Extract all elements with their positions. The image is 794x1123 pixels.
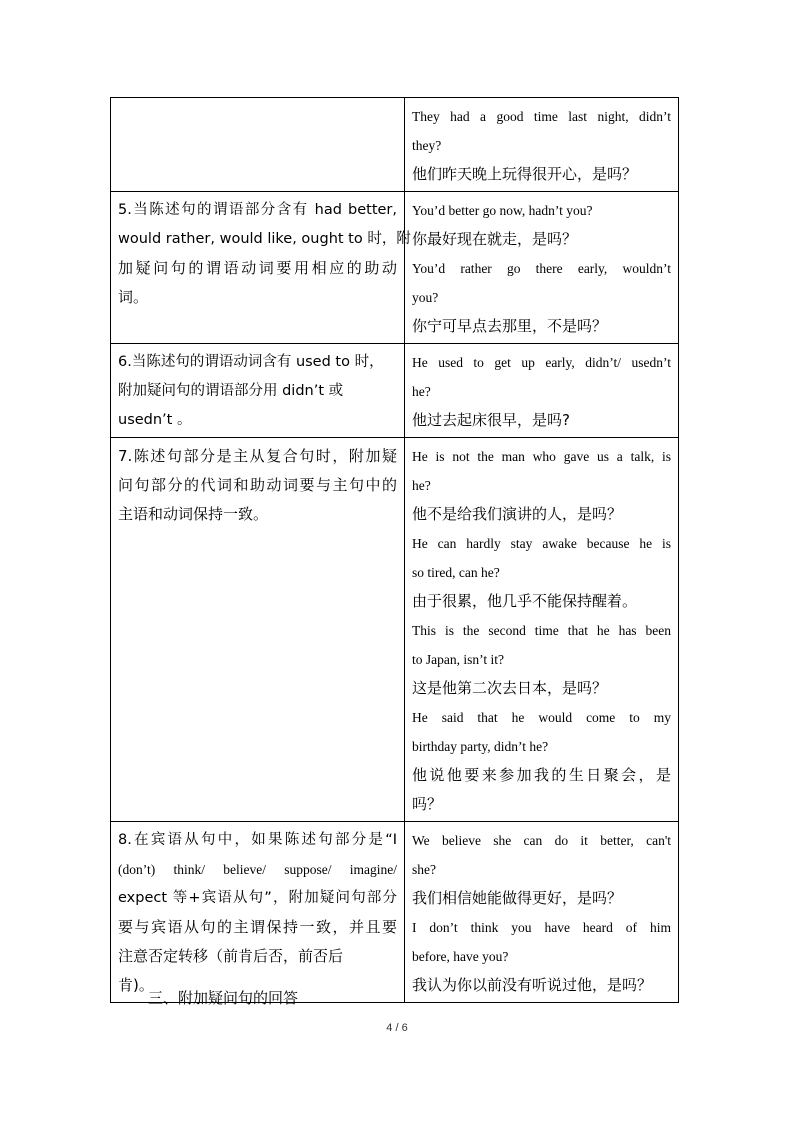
example-text-line: I don’t think you have heard of him [412,920,671,935]
rule-cell [111,98,405,192]
table-row [111,438,679,822]
example-text-line: 我认为你以前没有听说过他，是吗？ [412,976,653,994]
example-text-line: He can hardly stay awake because he is [412,536,671,551]
table-body [111,98,679,1003]
rule-text-line: 7.陈述句部分是主从复合句时，附加疑 [118,447,397,465]
example-text-line: he? [412,384,431,399]
rule-text-line: 注意否定转移（前肯后否，前否后 [118,947,344,965]
rule-text-line: 词。 [118,288,149,306]
example-text-line: 由于很累，他几乎不能保持醒着。 [412,592,638,610]
example-text-line: He said that he would come to my [412,710,671,725]
example-cell [405,438,679,822]
rule-text-line: usedn’t 。 [118,412,192,428]
section-heading: 三、附加疑问句的回答 [148,989,299,1007]
rule-text-line: 主语和动词保持一致。 [118,505,269,523]
rule-text-line: 附加疑问句的谓语部分用 didn’t 或 [118,383,344,399]
example-text-line: you? [412,290,439,305]
example-text-line: This is the second time that he has been [412,623,671,638]
rule-text-line: 5.当陈述句的谓语部分含有 had better, [118,202,397,218]
example-text-line: he? [412,478,431,493]
rule-cell [111,192,411,344]
rule-text-line: would rather, would like, ought to 时，附 [118,231,411,247]
rule-text-line: expect 等+宾语从句”，附加疑问句部分 [118,890,397,906]
example-text-line: 你宁可早点去那里，不是吗？ [412,317,608,335]
rule-text-line: 加疑问句的谓语动词要用相应的助动 [118,259,397,277]
example-text-line: 他不是给我们演讲的人，是吗？ [412,505,623,523]
example-text-line: He used to get up early, didn’t/ usedn’t [412,355,671,370]
example-text-line: 他过去起床很早，是吗? [412,411,570,429]
example-text-line: before, have you? [412,949,509,964]
example-text-line: 我们相信她能做得更好，是吗？ [412,889,623,907]
rule-text-line: 8.在宾语从句中，如果陈述句部分是“I [118,832,397,848]
example-text-line: You’d better go now, hadn’t you? [412,203,593,218]
example-cell [405,98,679,192]
table-row [111,98,679,192]
example-cell [405,192,679,344]
page-number: 4 / 6 [386,1022,408,1034]
table-row [111,822,679,1003]
example-text-line: 他们昨天晚上玩得很开心，是吗？ [412,165,638,183]
rule-cell [111,822,405,1003]
example-text-line: 你最好现在就走，是吗？ [412,230,578,248]
example-text-line: 他说他要来参加我的生日聚会，是 [412,766,671,784]
example-cell [405,344,679,438]
rule-text-line: 问句部分的代词和助动词要与主句中的 [118,476,397,494]
example-text-line: to Japan, isn’t it? [412,652,504,667]
example-text-line: 这是他第二次去日本，是吗？ [412,679,608,697]
table-row [111,344,679,438]
rule-cell [111,438,405,822]
example-text-line: You’d rather go there early, wouldn’t [412,261,671,276]
example-text-line: 吗？ [412,795,443,813]
rule-text-line: 要与宾语从句的主谓保持一致，并且要 [118,918,397,936]
example-cell [405,822,679,1003]
example-text-line: We believe she can do it better, can't [412,833,671,848]
example-text-line: they? [412,138,442,153]
example-text-line: so tired, can he? [412,565,500,580]
rule-text-line: (don’t) think/ believe/ suppose/ imagine/ [118,862,397,877]
rule-text-line: 肯)。 [118,976,154,994]
rule-text-line: 6.当陈述句的谓语动词含有 used to 时， [118,354,384,370]
example-text-line: They had a good time last night, didn’t [412,109,671,124]
example-text-line: birthday party, didn’t he? [412,739,549,754]
rule-cell [111,344,405,438]
table-row [111,192,679,344]
grammar-rules-table [110,97,679,1003]
example-text-line: He is not the man who gave us a talk, is [412,449,671,464]
example-text-line: she? [412,862,436,877]
